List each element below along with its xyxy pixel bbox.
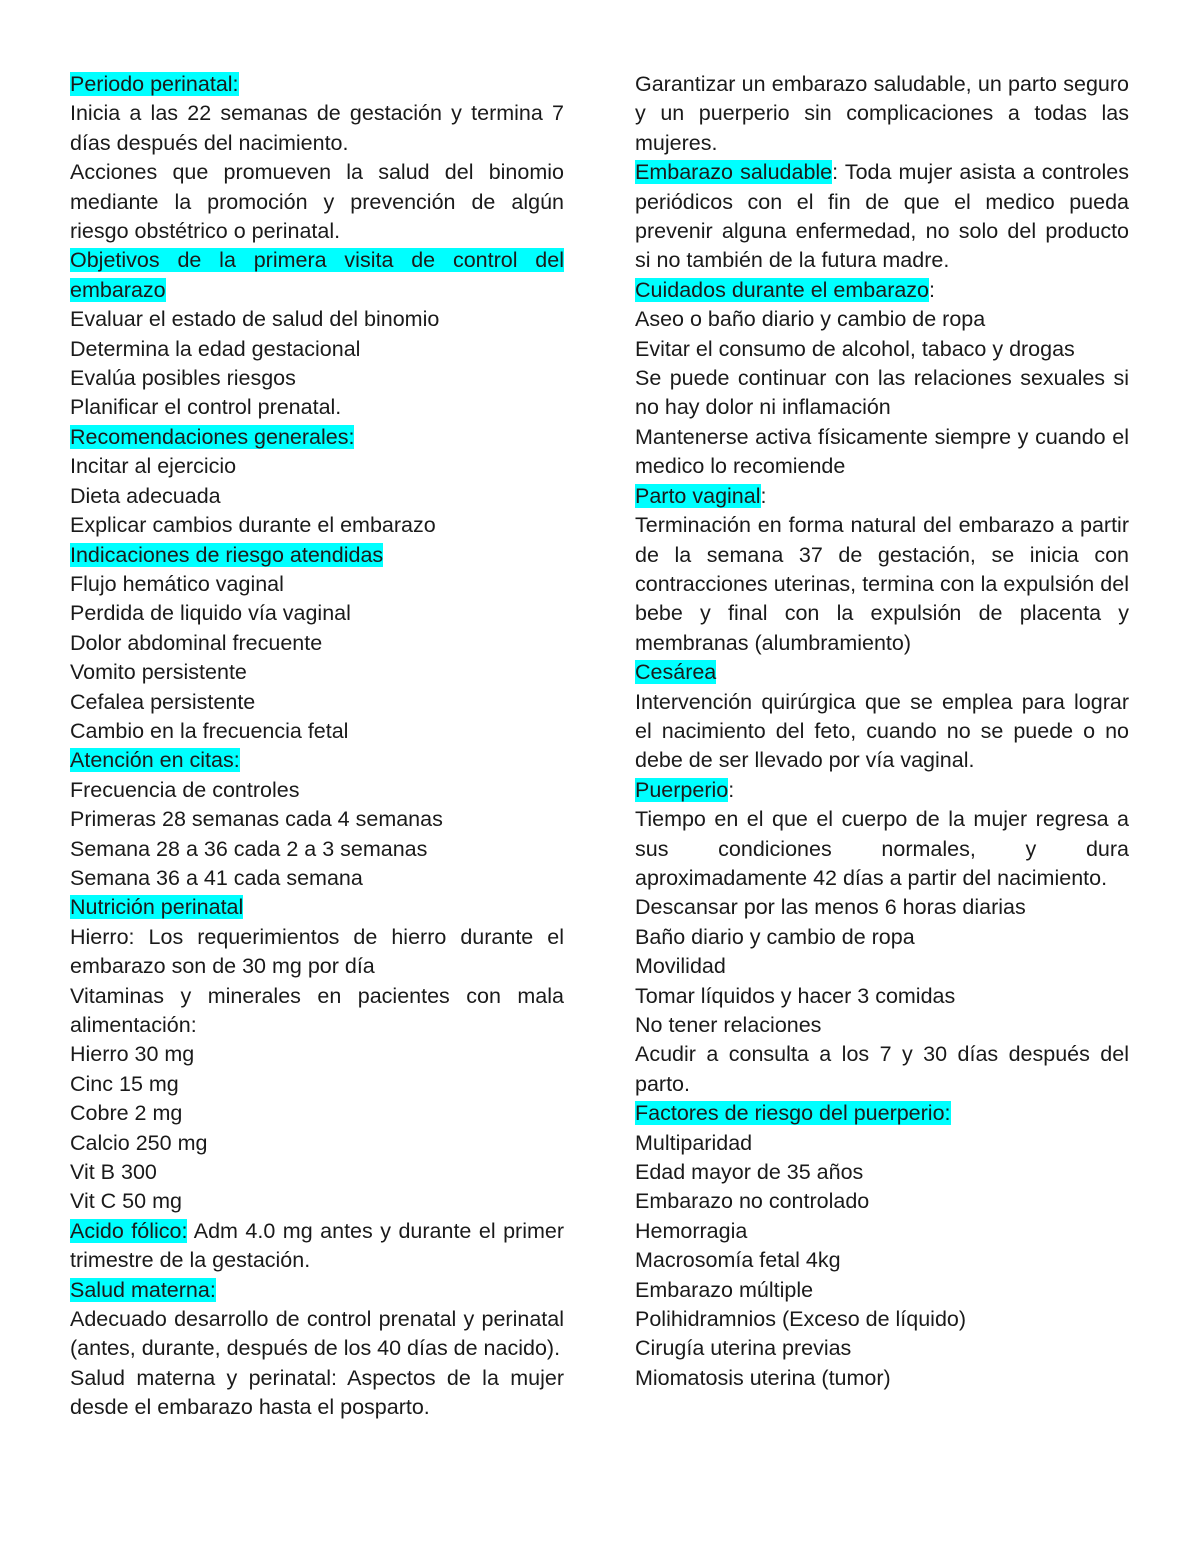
list-item: Cirugía uterina previas (635, 1336, 852, 1361)
section-objetivos (70, 246, 564, 305)
section-nutricion (70, 893, 564, 922)
section-periodo-perinatal (70, 70, 564, 99)
list-item: Vit B 300 (70, 1160, 157, 1185)
heading-indicaciones: Indicaciones de riesgo atendidas (70, 542, 384, 567)
list-item: Hierro 30 mg (70, 1042, 195, 1067)
heading-embarazo-saludable: Embarazo saludable (635, 160, 833, 185)
heading-atencion: Atención en citas: (70, 748, 240, 773)
list-item: Vit C 50 mg (70, 1189, 182, 1214)
list-item: Embarazo múltiple (635, 1277, 814, 1302)
list-item: Baño diario y cambio de ropa (635, 924, 915, 949)
list-item: Multiparidad (635, 1130, 753, 1155)
left-column (70, 70, 564, 1423)
list-item: Descansar por las menos 6 horas diarias (635, 895, 1026, 920)
list-item: Cefalea persistente (70, 689, 256, 714)
list-item: Dieta adecuada (70, 483, 221, 508)
list-item: Cinc 15 mg (70, 1071, 179, 1096)
section-embarazo-saludable (635, 158, 1129, 276)
list-item: Evaluar el estado de salud del binomio (70, 307, 440, 332)
list-item: Semana 36 a 41 cada semana (70, 865, 363, 890)
paragraph: Intervención quirúrgica que se emplea para lograr el nacimiento del feto, cuando no se puede o no debe de ser llevado por vía vaginal. (635, 689, 1129, 773)
section-cuidados (635, 276, 1129, 305)
list-item: Semana 28 a 36 cada 2 a 3 semanas (70, 836, 428, 861)
heading-cesarea: Cesárea (635, 660, 717, 685)
paragraph: Vitaminas y minerales en pacientes con mala alimentación: (70, 983, 564, 1037)
list-item: Polihidramnios (Exceso de líquido) (635, 1307, 967, 1332)
list-item: Dolor abdominal frecuente (70, 630, 323, 655)
section-puerperio (635, 776, 1129, 805)
heading-salud-materna: Salud materna: (70, 1277, 216, 1302)
heading-colon: : (760, 483, 767, 508)
list-item: Mantenerse activa físicamente siempre y cuando el medico lo recomiende (635, 424, 1129, 479)
heading-parto-vaginal: Parto vaginal (635, 483, 761, 508)
heading-periodo-perinatal: Periodo perinatal: (70, 72, 239, 96)
heading-cuidados: Cuidados durante el embarazo (635, 277, 930, 302)
list-item: Cambio en la frecuencia fetal (70, 718, 349, 743)
heading-nutricion: Nutrición perinatal (70, 895, 244, 920)
list-item: Incitar al ejercicio (70, 454, 237, 479)
paragraph: Acciones que promueven la salud del binomio mediante la promoción y prevención de algún riesgo obstétrico o perinatal. (70, 160, 564, 244)
section-atencion (70, 746, 564, 775)
list-item: Planificar el control prenatal. (70, 395, 342, 420)
acido-folico-text: Adm 4.0 mg antes y durante el primer trimestre de la gestación. (70, 1218, 565, 1273)
paragraph: Inicia a las 22 semanas de gestación y termina 7 días después del nacimiento. (70, 101, 564, 155)
list-item: Vomito persistente (70, 660, 247, 685)
list-item: No tener relaciones (635, 1013, 822, 1037)
heading-acido-folico: Acido fólico: (70, 1218, 188, 1243)
list-item: Macrosomía fetal 4kg (635, 1248, 841, 1273)
list-item: Primeras 28 semanas cada 4 semanas (70, 807, 443, 832)
list-item: Tomar líquidos y hacer 3 comidas (635, 983, 956, 1008)
list-item: Edad mayor de 35 años (635, 1160, 864, 1185)
section-indicaciones (70, 541, 564, 570)
paragraph: Adecuado desarrollo de control prenatal y perinatal (antes, durante, después de los 40 días de nacido). (70, 1307, 564, 1361)
list-item: Aseo o baño diario y cambio de ropa (635, 307, 986, 332)
section-cesarea (635, 658, 1129, 687)
section-acido-folico (70, 1217, 564, 1276)
paragraph: Hierro: Los requerimientos de hierro durante el embarazo son de 30 mg por día (70, 924, 564, 979)
list-item: Hemorragia (635, 1218, 748, 1243)
list-item: Acudir a consulta a los 7 y 30 días después del parto. (635, 1042, 1129, 1096)
list-item: Cobre 2 mg (70, 1101, 183, 1126)
list-item: Frecuencia de controles (70, 777, 300, 802)
list-item: Se puede continuar con las relaciones sexuales si no hay dolor ni inflamación (635, 366, 1129, 420)
heading-factores: Factores de riesgo del puerperio: (635, 1101, 951, 1126)
paragraph-intro: Garantizar un embarazo saludable, un parto seguro y un puerperio sin complicaciones a todas las mujeres. (635, 72, 1129, 155)
right-column (635, 70, 1129, 1393)
paragraph: Tiempo en el que el cuerpo de la mujer regresa a sus condiciones normales, y dura aproximadamente 42 días a partir del nacimiento. (635, 807, 1129, 890)
heading-objetivos: Objetivos de la primera visita de control del embarazo (70, 248, 564, 302)
list-item: Evalúa posibles riesgos (70, 366, 296, 391)
list-item: Perdida de liquido vía vaginal (70, 601, 351, 626)
list-item: Flujo hemático vaginal (70, 571, 284, 596)
list-item: Determina la edad gestacional (70, 336, 361, 361)
section-salud-materna (70, 1276, 564, 1305)
section-factores (635, 1099, 1129, 1128)
paragraph: Salud materna y perinatal: Aspectos de la mujer desde el embarazo hasta el posparto. (70, 1365, 564, 1420)
section-recomendaciones (70, 423, 564, 452)
list-item: Miomatosis uterina (tumor) (635, 1365, 891, 1390)
list-item: Explicar cambios durante el embarazo (70, 513, 436, 538)
list-item: Embarazo no controlado (635, 1189, 870, 1214)
list-item: Calcio 250 mg (70, 1130, 208, 1155)
heading-colon: : (728, 777, 735, 802)
section-parto-vaginal (635, 482, 1129, 511)
list-item: Movilidad (635, 954, 726, 979)
list-item: Evitar el consumo de alcohol, tabaco y drogas (635, 336, 1075, 361)
embarazo-saludable-text: : Toda mujer asista a controles periódicos con el fin de que el medico pueda prevenir alguna enfermedad, no solo del producto si no también de la futura madre. (635, 160, 1129, 273)
heading-puerperio: Puerperio (635, 777, 729, 802)
paragraph: Terminación en forma natural del embarazo a partir de la semana 37 de gestación, se inicia con contracciones uterinas, termina con la expulsión del bebe y final con la expulsión de placenta y membranas (alumbramiento) (635, 513, 1129, 655)
heading-colon: : (929, 277, 936, 302)
heading-recomendaciones: Recomendaciones generales: (70, 424, 355, 449)
